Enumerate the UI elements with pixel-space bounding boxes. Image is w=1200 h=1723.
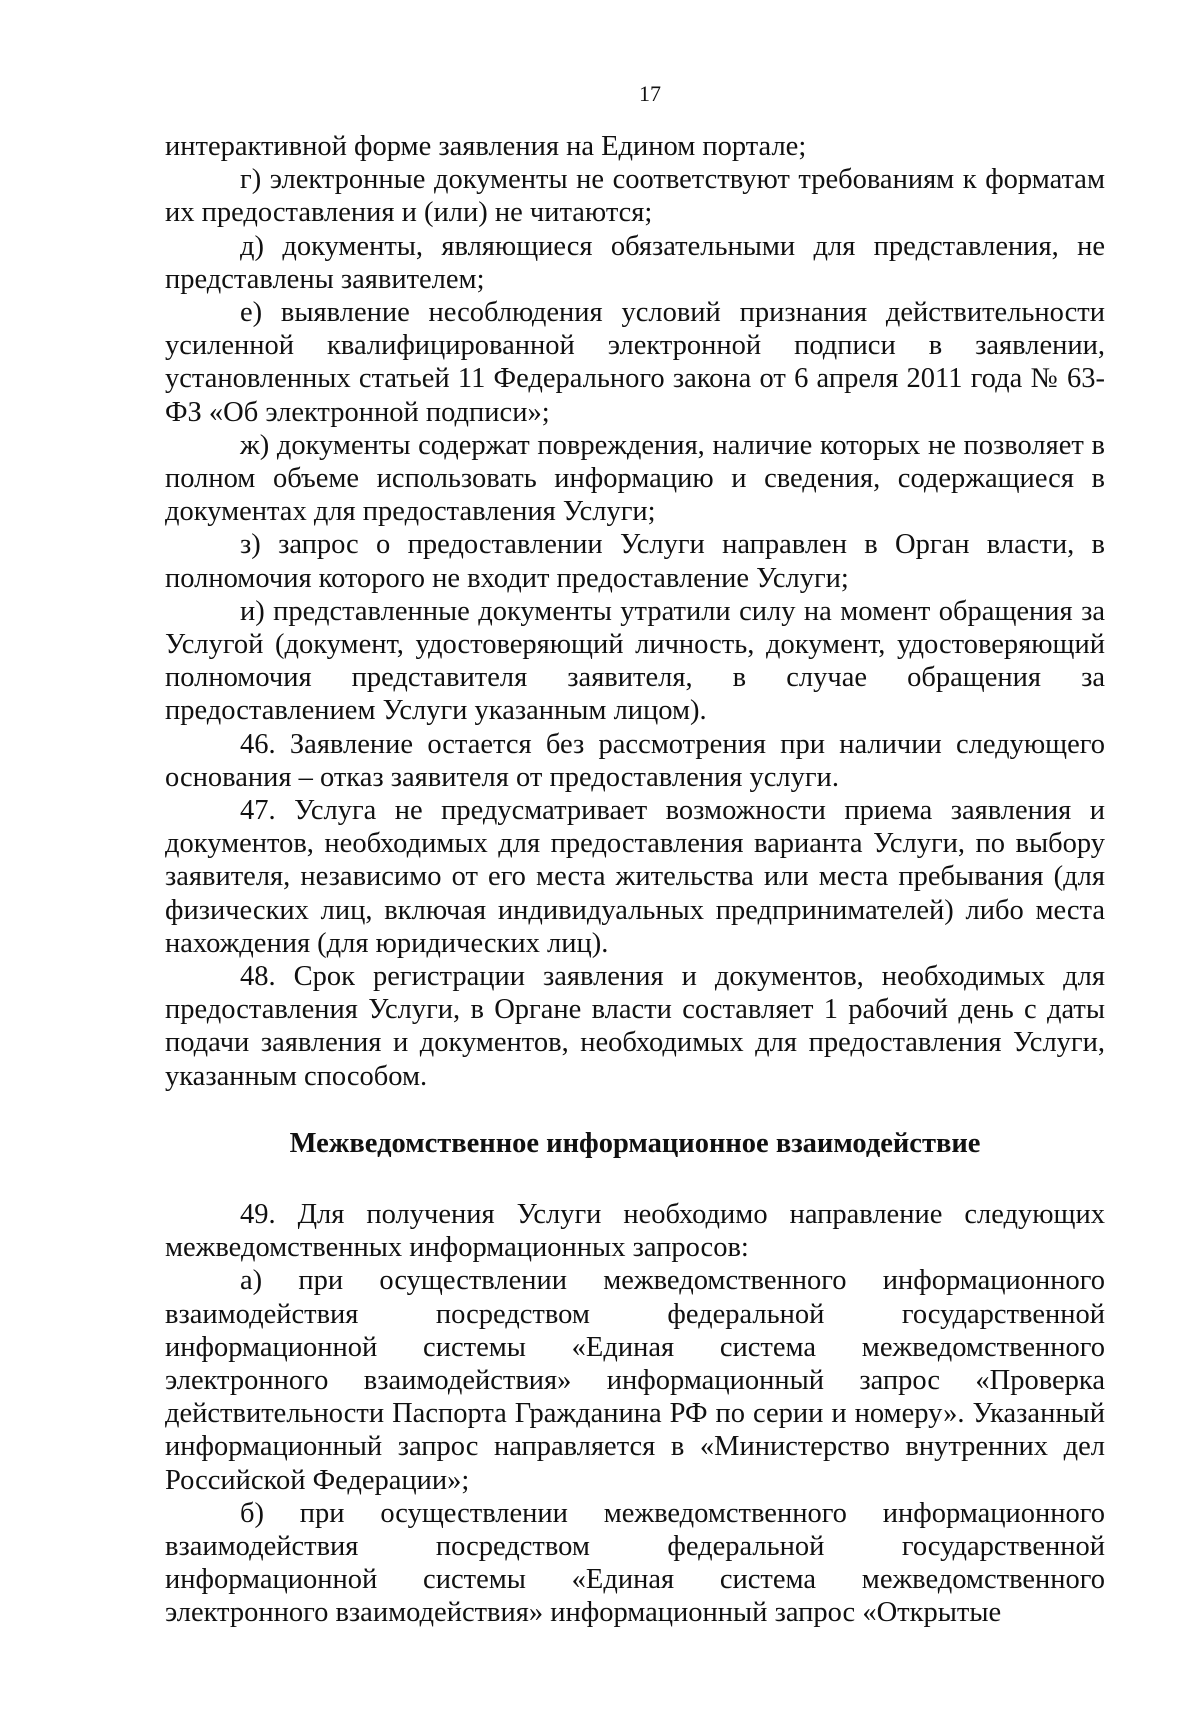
- list-item-i: и) представленные документы утратили силу на момент обращения за Услугой (документ, удостоверяющий личность, документ, удостоверяющий полномочия представителя заявителя, в случае обращения за предоставлением Услуги указанным лицом).: [165, 595, 1105, 727]
- clause-48: 48. Срок регистрации заявления и документов, необходимых для предоставления Услуги, в Органе власти составляет 1 рабочий день с даты подачи заявления и документов, необходимых для предоставления Услуги, указанным способом.: [165, 961, 1105, 1092]
- list-item-b: б) при осуществлении межведомственного информационного взаимодействия посредством федеральной государственной информационной системы «Единая система межведомственного электронного взаимодействия» информационный запрос «Открытые: [165, 1497, 1105, 1629]
- document-page: [165, 82, 1105, 1630]
- section-heading: Межведомственное информационное взаимодействие: [289, 1127, 981, 1159]
- list-item-e: е) выявление несоблюдения условий признания действительности усиленной квалифицированной электронной подписи в заявлении, установленных статьей 11 Федерального закона от 6 апреля 2011 года № 63-ФЗ «Об электронной подписи»;: [165, 297, 1105, 428]
- list-item-a: а) при осуществлении межведомственного информационного взаимодействия посредством федеральной государственной информационной системы «Единая система межведомственного электронного взаимодействия» информационный запрос «Проверка действительности Паспорта Гражданина РФ по серии и номеру». Указанный информационный запрос направляется в «Министерство внутренних дел Российской Федерации»;: [165, 1265, 1105, 1496]
- clause-47: 47. Услуга не предусматривает возможности приема заявления и документов, необходимых для предоставления варианта Услуги, по выбору заявителя, независимо от его места жительства или места пребывания (для физических лиц, включая индивидуальных предпринимателей) либо места нахождения (для юридических лиц).: [165, 795, 1105, 959]
- list-item-d: д) документы, являющиеся обязательными для представления, не представлены заявителем;: [165, 230, 1105, 295]
- page-number: 17: [639, 81, 661, 106]
- list-item-g: г) электронные документы не соответствуют требованиям к форматам их предоставления и (или) не читаются;: [165, 164, 1105, 229]
- clause-46: 46. Заявление остается без рассмотрения при наличии следующего основания – отказ заявителя от предоставления услуги.: [165, 728, 1105, 793]
- list-item-zh: ж) документы содержат повреждения, наличие которых не позволяет в полном объеме использовать информацию и сведения, содержащиеся в документах для предоставления Услуги;: [165, 429, 1105, 528]
- paragraph-continuation: интерактивной форме заявления на Едином портале;: [165, 131, 807, 162]
- list-item-z: з) запрос о предоставлении Услуги направлен в Орган власти, в полномочия которого не входит предоставление Услуги;: [165, 529, 1105, 594]
- clause-49: 49. Для получения Услуги необходимо направление следующих межведомственных информационных запросов:: [165, 1198, 1105, 1264]
